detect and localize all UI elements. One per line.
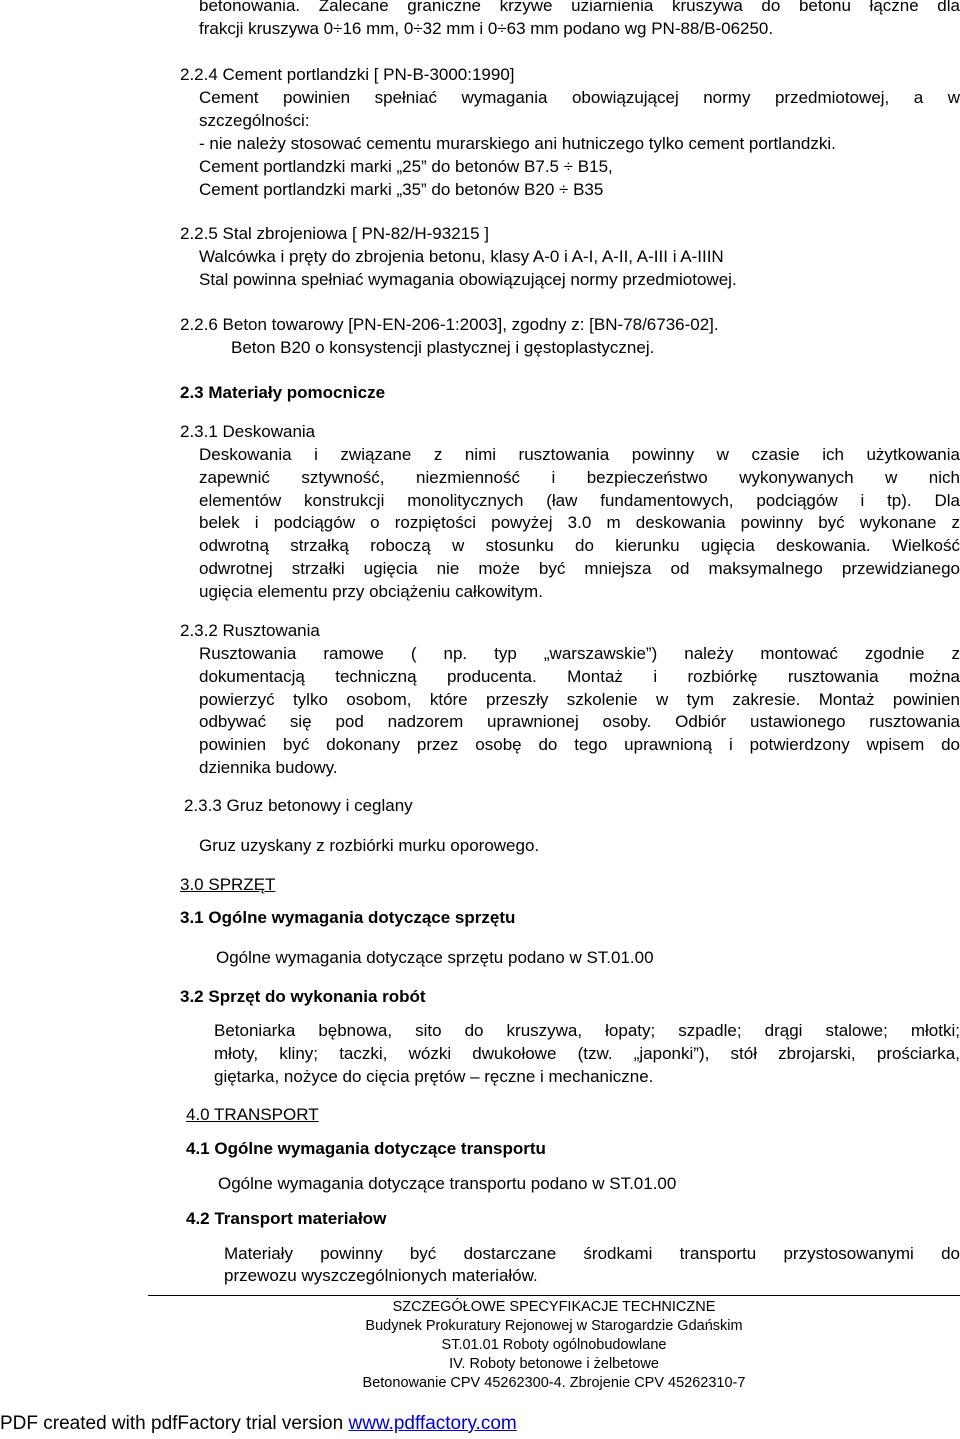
- footer-line-4: IV. Roboty betonowe i żelbetowe: [449, 1356, 659, 1372]
- section-2-3-3-line-1: Gruz uzyskany z rozbiórki murku oporowego.: [199, 836, 540, 855]
- section-4-0-heading: 4.0 TRANSPORT: [186, 1105, 319, 1124]
- section-2-2-5-line-1: Walcówka i pręty do zbrojenia betonu, klasy A-0 i A-I, A-II, A-III i A-IIIN: [199, 247, 724, 266]
- section-2-3-3-heading: 2.3.3 Gruz betonowy i ceglany: [184, 796, 413, 815]
- footer-line-3: ST.01.01 Roboty ogólnobudowlane: [441, 1337, 667, 1353]
- section-3-2-line-1: Betoniarka bębnowa, sito do kruszywa, łopaty; szpadle; drągi stalowe; młotki;: [214, 1021, 960, 1040]
- section-2-3-2-line-3: powierzyć tylko osobom, które przeszły szkolenie w tym zakresie. Montaż powinien: [199, 690, 960, 709]
- footer-divider: [148, 1295, 960, 1296]
- pdf-watermark: [0, 1412, 517, 1436]
- footer-line-1: SZCZEGÓŁOWE SPECYFIKACJE TECHNICZNE: [392, 1299, 716, 1315]
- section-3-2-heading: 3.2 Sprzęt do wykonania robót: [180, 987, 426, 1006]
- section-2-3-2-line-4: odbywać się pod nadzorem uprawnionej osoby. Odbiór ustawionego rusztowania: [199, 712, 960, 731]
- section-2-2-4-heading: 2.2.4 Cement portlandzki [ PN-B-3000:1990]: [180, 65, 515, 84]
- section-2-2-6-heading: 2.2.6 Beton towarowy [PN-EN-206-1:2003], zgodny z: [BN-78/6736-02].: [180, 315, 719, 334]
- section-2-3-2-line-1: Rusztowania ramowe ( np. typ „warszawskie”) należy montować zgodnie z: [199, 644, 960, 663]
- section-3-2-line-2: młoty, kliny; taczki, wózki dwukołowe (tzw. „japonki”), stół zbrojarski, prościarka,: [214, 1044, 960, 1063]
- section-2-3-1-line-4: belek i podciągów o rozpiętości powyżej 3.0 m deskowania powinny być wykonane z: [199, 513, 960, 532]
- section-2-3-2-heading: 2.3.2 Rusztowania: [180, 621, 320, 640]
- section-2-3-1-line-3: elementów konstrukcji monolitycznych (ław fundamentowych, podciągów i tp). Dla: [199, 491, 960, 510]
- pdf-watermark-text: PDF created with pdfFactory trial version: [0, 1413, 349, 1434]
- section-2-2-5-heading: 2.2.5 Stal zbrojeniowa [ PN-82/H-93215 ]: [180, 224, 490, 243]
- section-4-2-heading: 4.2 Transport materiałow: [186, 1209, 387, 1228]
- pdffactory-link[interactable]: www.pdffactory.com: [348, 1413, 517, 1434]
- section-3-1-line-1: Ogólne wymagania dotyczące sprzętu podano w ST.01.00: [216, 948, 654, 967]
- section-2-2-4-line-3: - nie należy stosować cementu murarskiego ani hutniczego tylko cement portlandzki.: [199, 134, 836, 153]
- intro-line-2: frakcji kruszywa 0÷16 mm, 0÷32 mm i 0÷63 mm podano wg PN-88/B-06250.: [199, 19, 774, 38]
- section-2-3-1-line-6: odwrotnej strzałki ugięcia nie może być mniejsza od maksymalnego przewidzianego: [199, 559, 960, 578]
- section-2-3-2-line-6: dziennika budowy.: [199, 758, 338, 777]
- section-4-1-heading: 4.1 Ogólne wymagania dotyczące transportu: [186, 1139, 546, 1158]
- section-2-3-2-line-5: powinien być dokonany przez osobę do tego uprawnioną i potwierdzony wpisem do: [199, 735, 960, 754]
- section-3-1-heading: 3.1 Ogólne wymagania dotyczące sprzętu: [180, 908, 516, 927]
- section-2-2-4-line-1: Cement powinien spełniać wymagania obowiązującej normy przedmiotowej, a w: [199, 88, 960, 107]
- section-2-3-1-line-2: zapewnić sztywność, niezmienność i bezpieczeństwo wykonywanych w nich: [199, 468, 960, 487]
- section-4-2-line-2: przewozu wyszczególnionych materiałów.: [224, 1266, 538, 1285]
- section-3-2-line-3: giętarka, nożyce do cięcia prętów – ręczne i mechaniczne.: [214, 1067, 654, 1086]
- section-2-3-1-line-1: Deskowania i związane z nimi rusztowania powinny w czasie ich użytkowania: [199, 445, 960, 464]
- section-2-3-1-line-7: ugięcia elementu przy obciążeniu całkowitym.: [199, 582, 543, 601]
- section-2-2-4-line-2: szczególności:: [199, 111, 310, 130]
- section-2-3-2-line-2: dokumentacją techniczną producenta. Montaż i rozbiórkę rusztowania można: [199, 667, 960, 686]
- section-2-2-6-line-1: Beton B20 o konsystencji plastycznej i gęstoplastycznej.: [231, 338, 655, 357]
- section-4-2-line-1: Materiały powinny być dostarczane środkami transportu przystosowanymi do: [224, 1244, 960, 1263]
- section-2-2-5-line-2: Stal powinna spełniać wymagania obowiązującej normy przedmiotowej.: [199, 270, 737, 289]
- section-2-3-1-line-5: odwrotną strzałką roboczą w stosunku do kierunku ugięcia deskowania. Wielkość: [199, 536, 960, 555]
- section-2-2-4-line-4: Cement portlandzki marki „25” do betonów B7.5 ÷ B15,: [199, 157, 613, 176]
- footer-line-2: Budynek Prokuratury Rejonowej w Starogardzie Gdańskim: [365, 1318, 743, 1334]
- section-3-0-heading: 3.0 SPRZĘT: [180, 875, 276, 894]
- section-2-2-4-line-5: Cement portlandzki marki „35” do betonów B20 ÷ B35: [199, 180, 604, 199]
- footer-line-5: Betonowanie CPV 45262300-4. Zbrojenie CPV 45262310-7: [362, 1375, 746, 1391]
- section-2-3-heading: 2.3 Materiały pomocnicze: [180, 383, 386, 402]
- intro-line-1: betonowania. Zalecane graniczne krzywe uziarnienia kruszywa do betonu łączne dla: [199, 0, 960, 15]
- section-2-3-1-heading: 2.3.1 Deskowania: [180, 422, 316, 441]
- section-4-1-line-1: Ogólne wymagania dotyczące transportu podano w ST.01.00: [218, 1174, 677, 1193]
